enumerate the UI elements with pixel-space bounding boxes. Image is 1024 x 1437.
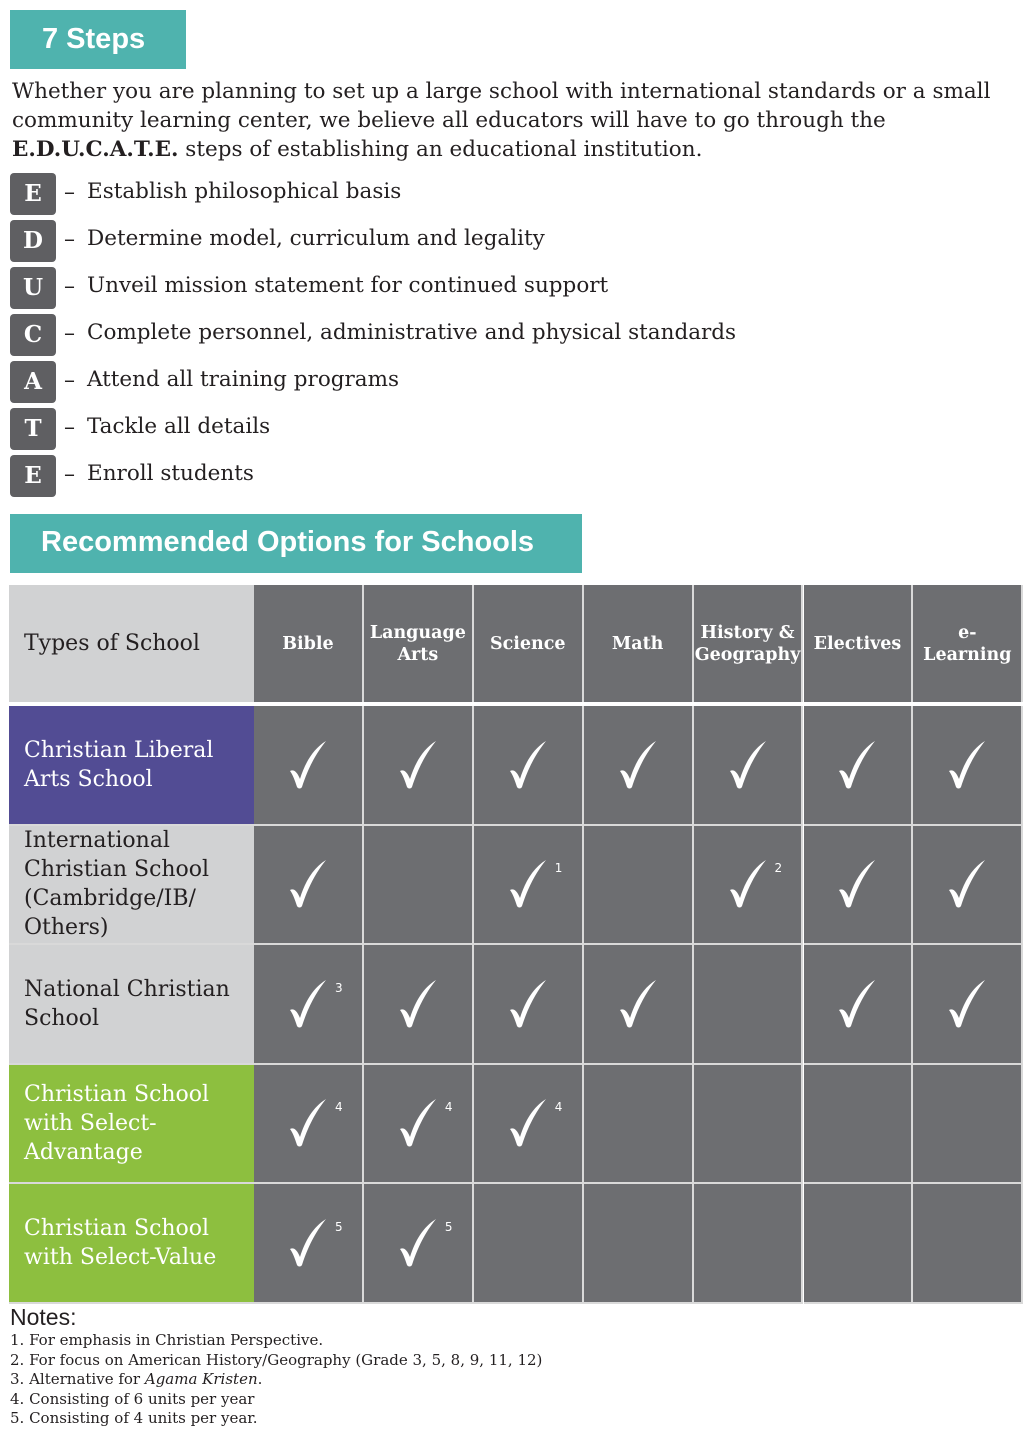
table-cell bbox=[584, 1184, 694, 1304]
subject-header-label: e-Learning bbox=[923, 622, 1012, 665]
footnote-marker: 4 bbox=[444, 1100, 453, 1115]
step-text: Establish philosophical basis bbox=[87, 179, 402, 204]
table-cell bbox=[474, 826, 584, 946]
checkmark-icon bbox=[398, 739, 438, 791]
options-title: Recommended Options for Schools bbox=[41, 526, 535, 558]
note-item: 3. Alternative for Agama Kristen. bbox=[10, 1370, 263, 1388]
subject-header bbox=[804, 585, 914, 702]
step-letter-badge: E bbox=[10, 455, 56, 497]
footnote-marker: 4 bbox=[554, 1100, 563, 1115]
table-cell bbox=[804, 1184, 914, 1304]
table-cell bbox=[804, 1065, 914, 1185]
footnote-marker: 5 bbox=[334, 1219, 343, 1234]
checkmark-icon bbox=[947, 739, 987, 791]
subject-header bbox=[474, 585, 584, 702]
intro-paragraph bbox=[12, 77, 1017, 164]
checkmark-icon bbox=[837, 739, 877, 791]
checkmark-icon bbox=[508, 1097, 548, 1149]
table-cell bbox=[913, 945, 1023, 1065]
step-dash: – bbox=[64, 180, 75, 205]
table-cell bbox=[474, 1065, 584, 1185]
step-item bbox=[10, 267, 770, 309]
table-cell bbox=[913, 1184, 1023, 1304]
step-dash: – bbox=[64, 321, 75, 346]
table-cell bbox=[364, 1065, 474, 1185]
intro-acronym: E.D.U.C.A.T.E. bbox=[12, 137, 179, 162]
subject-header bbox=[913, 585, 1023, 702]
step-dash: – bbox=[64, 274, 75, 299]
step-item bbox=[10, 314, 770, 356]
footnote-marker: 4 bbox=[334, 1100, 343, 1115]
step-item bbox=[10, 408, 770, 450]
notes-section bbox=[10, 1303, 542, 1429]
school-type-label: Christian School with Select-Advantage bbox=[9, 1065, 254, 1185]
table-cell bbox=[694, 945, 804, 1065]
options-title-banner bbox=[10, 514, 582, 573]
table-cell bbox=[364, 945, 474, 1065]
table-cell bbox=[913, 706, 1023, 826]
subject-header-label: Math bbox=[611, 633, 664, 654]
note-item: 1. For emphasis in Christian Perspective. bbox=[10, 1331, 324, 1349]
step-text: Attend all training programs bbox=[87, 367, 400, 392]
subject-header-label: Science bbox=[489, 633, 566, 654]
footnote-marker: 1 bbox=[554, 861, 563, 876]
checkmark-icon bbox=[288, 858, 328, 910]
footnote-marker: 3 bbox=[334, 980, 343, 995]
table-cell bbox=[364, 706, 474, 826]
table-cell bbox=[254, 1184, 364, 1304]
subject-header-label: History & Geography bbox=[694, 622, 801, 665]
checkmark-icon bbox=[618, 739, 658, 791]
step-letter-badge: C bbox=[10, 314, 56, 356]
step-text: Unveil mission statement for continued support bbox=[87, 273, 609, 298]
school-type-label: International Christian School (Cambridge/IB/ Others) bbox=[9, 826, 254, 946]
table-cell bbox=[474, 1184, 584, 1304]
table-cell bbox=[694, 1184, 804, 1304]
step-letter-badge: E bbox=[10, 173, 56, 215]
table-cell bbox=[913, 826, 1023, 946]
step-dash: – bbox=[64, 462, 75, 487]
step-item bbox=[10, 455, 770, 497]
step-item bbox=[10, 173, 770, 215]
step-text: Determine model, curriculum and legality bbox=[87, 226, 545, 251]
school-type-label: Christian School with Select-Value bbox=[9, 1184, 254, 1304]
checkmark-icon bbox=[398, 978, 438, 1030]
step-letter-badge: T bbox=[10, 408, 56, 450]
table-cell bbox=[474, 945, 584, 1065]
table-cell bbox=[804, 706, 914, 826]
table-cell bbox=[694, 706, 804, 826]
checkmark-icon bbox=[728, 858, 768, 910]
school-options-table bbox=[9, 585, 1023, 1305]
note-item: 5. Consisting of 4 units per year. bbox=[10, 1409, 258, 1427]
checkmark-icon bbox=[837, 858, 877, 910]
step-letter-badge: U bbox=[10, 267, 56, 309]
checkmark-icon bbox=[837, 978, 877, 1030]
step-item bbox=[10, 220, 770, 262]
checkmark-icon bbox=[618, 978, 658, 1030]
checkmark-icon bbox=[508, 739, 548, 791]
checkmark-icon bbox=[288, 1217, 328, 1269]
subject-header bbox=[364, 585, 474, 702]
table-cell bbox=[694, 1065, 804, 1185]
checkmark-icon bbox=[947, 978, 987, 1030]
note-item: 2. For focus on American History/Geography (Grade 3, 5, 8, 9, 11, 12) bbox=[10, 1350, 543, 1369]
step-dash: – bbox=[64, 227, 75, 252]
footnote-marker: 5 bbox=[444, 1219, 453, 1234]
table-cell bbox=[584, 706, 694, 826]
table-cell bbox=[254, 706, 364, 826]
table-cell bbox=[694, 826, 804, 946]
table-cell bbox=[584, 826, 694, 946]
intro-text: Whether you are planning to set up a large school with international standards or a small community learning center, we believe all educators will have to go through the bbox=[12, 79, 991, 133]
types-of-school-header: Types of School bbox=[9, 585, 254, 702]
step-dash: – bbox=[64, 415, 75, 440]
note-item: 4. Consisting of 6 units per year bbox=[10, 1389, 255, 1408]
subject-header-label: Language Arts bbox=[369, 622, 466, 665]
table-cell bbox=[584, 945, 694, 1065]
step-text: Enroll students bbox=[87, 461, 254, 486]
checkmark-icon bbox=[398, 1217, 438, 1269]
checkmark-icon bbox=[398, 1097, 438, 1149]
table-cell bbox=[364, 1184, 474, 1304]
school-type-label: Christian Liberal Arts School bbox=[9, 706, 254, 826]
checkmark-icon bbox=[947, 858, 987, 910]
subject-header bbox=[694, 585, 804, 702]
checkmark-icon bbox=[288, 978, 328, 1030]
checkmark-icon bbox=[508, 858, 548, 910]
table-cell bbox=[804, 826, 914, 946]
checkmark-icon bbox=[508, 978, 548, 1030]
subject-header-label: Bible bbox=[282, 633, 334, 654]
school-type-label: National Christian School bbox=[9, 945, 254, 1065]
step-letter-badge: D bbox=[10, 220, 56, 262]
checkmark-icon bbox=[288, 739, 328, 791]
footnote-marker: 2 bbox=[774, 861, 783, 876]
subject-header-label: Electives bbox=[813, 633, 902, 654]
notes-title: Notes: bbox=[10, 1304, 77, 1330]
step-dash: – bbox=[64, 368, 75, 393]
checkmark-icon bbox=[288, 1097, 328, 1149]
table-cell bbox=[474, 706, 584, 826]
subject-header bbox=[254, 585, 364, 702]
step-letter-badge: A bbox=[10, 361, 56, 403]
table-cell bbox=[913, 1065, 1023, 1185]
intro-end: steps of establishing an educational institution. bbox=[178, 137, 703, 162]
table-cell bbox=[584, 1065, 694, 1185]
table-cell bbox=[364, 826, 474, 946]
table-cell bbox=[254, 945, 364, 1065]
steps-title-banner bbox=[10, 10, 186, 69]
table-cell bbox=[254, 1065, 364, 1185]
subject-header bbox=[584, 585, 694, 702]
step-text: Complete personnel, administrative and physical standards bbox=[87, 320, 737, 345]
table-cell bbox=[804, 945, 914, 1065]
step-item bbox=[10, 361, 770, 403]
table-cell bbox=[254, 826, 364, 946]
checkmark-icon bbox=[728, 739, 768, 791]
step-text: Tackle all details bbox=[87, 414, 271, 439]
steps-title: 7 Steps bbox=[42, 23, 146, 55]
